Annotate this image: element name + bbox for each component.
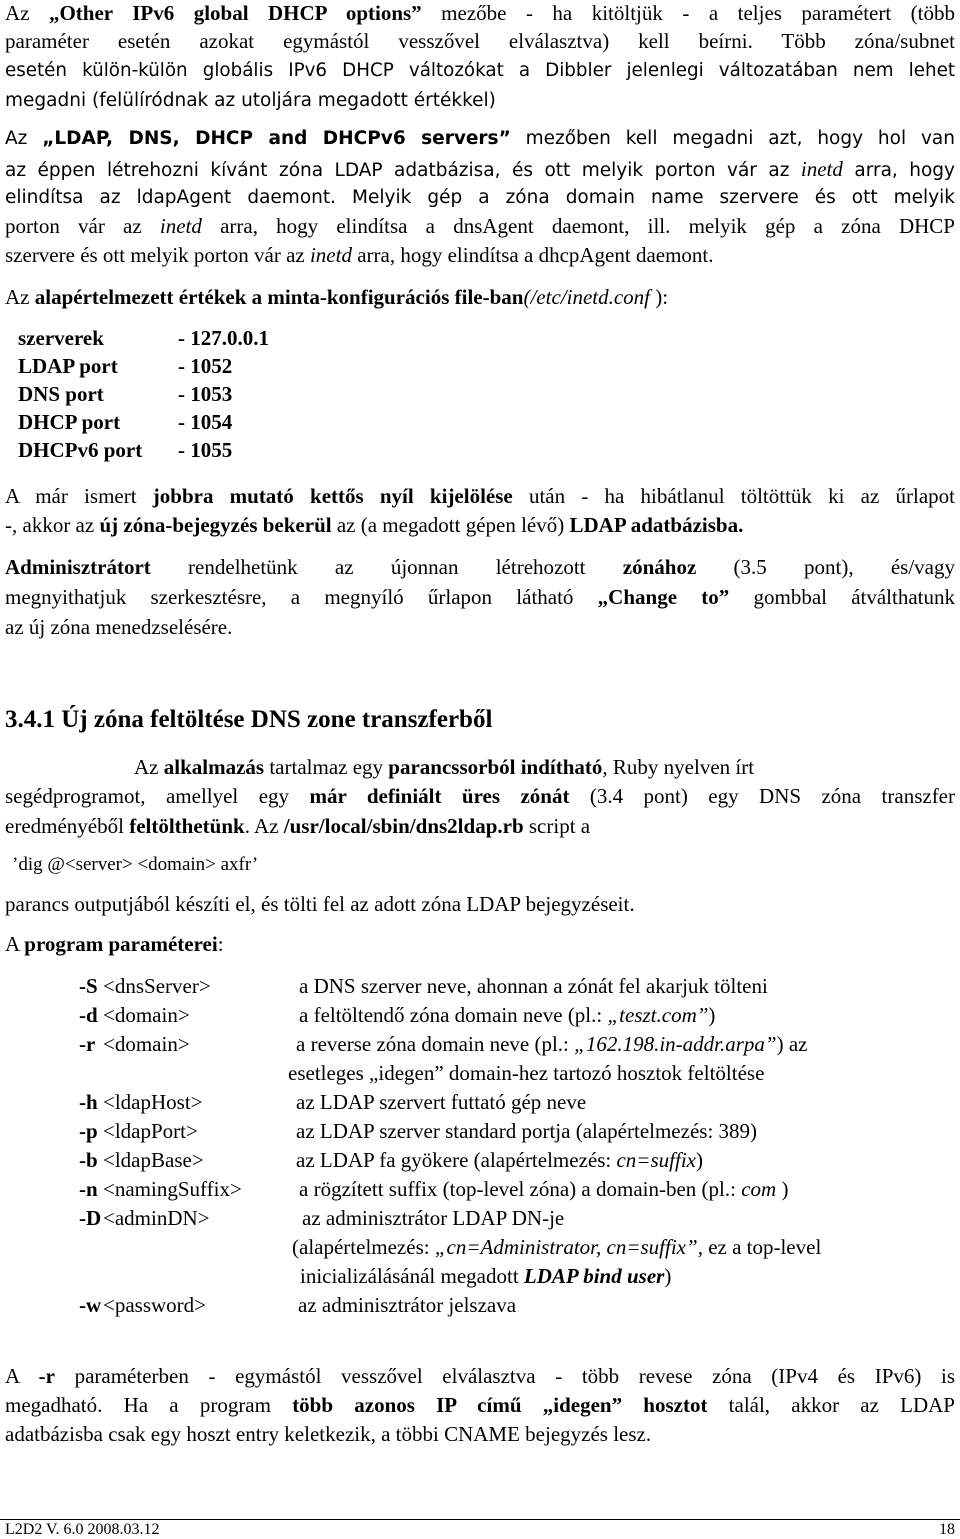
option-desc-cont: inicializálásánál megadott LDAP bind user) (300, 1264, 672, 1288)
option-row: -S <dnsServer> (79, 974, 211, 998)
paragraph-line: megnyithatjuk szerkesztésre, a megnyíló űrlapon látható „Change to” gombbal átválthatunk (5, 585, 956, 609)
command-text: ’dig @<server> <domain> axfr’ (12, 854, 259, 875)
paragraph-line: az új zóna menedzselésére. (5, 615, 233, 639)
paragraph-line: eredményéből feltölthetünk. Az /usr/local/sbin/dns2ldap.rb script a (5, 814, 591, 838)
paragraph-line: Az alkalmazás tartalmaz egy parancssorból indítható, Ruby nyelven írt (134, 755, 755, 779)
paragraph-line: Adminisztrátort rendelhetünk az újonnan létrehozott zónához (3.5 pont), és/vagy (5, 555, 955, 579)
option-desc-cont: (alapértelmezés: „cn=Administrator, cn=suffix”, ez a top-level (292, 1235, 822, 1259)
section-heading: 3.4.1 Új zóna feltöltése DNS zone transzferből (5, 706, 493, 733)
paragraph-line: porton vár az inetd arra, hogy elindítsa a dnsAgent daemont, ill. melyik gép a zóna DHCP (5, 214, 955, 238)
paragraph-line: elindítsa az ldapAgent daemont. Melyik gép a zóna domain name szervere és ott melyik (5, 187, 955, 208)
paragraph-line: -, akkor az új zóna-bejegyzés bekerül az (a megadott gépen lévő) LDAP adatbázisba. (5, 513, 744, 537)
option-row: -h <ldapHost> (79, 1090, 203, 1114)
option-desc: a DNS szerver neve, ahonnan a zónát fel akarjuk tölteni (299, 974, 768, 998)
option-row: -n <namingSuffix> (79, 1177, 242, 1201)
paragraph-line: megadni (felülíródnak az utoljára megadott értékkel) (5, 90, 496, 111)
option-desc: az LDAP szervert futtató gép neve (296, 1090, 587, 1114)
paragraph-line: A program paraméterei: (5, 932, 224, 956)
paragraph-line: esetén külön-külön globális IPv6 DHCP változókat a Dibbler jelenlegi változatában nem lehet (5, 60, 955, 81)
option-row: -b <ldapBase> (79, 1148, 204, 1172)
option-row: -p <ldapPort> (79, 1119, 198, 1143)
defaults-row: DHCP port - 1054 (18, 410, 233, 434)
defaults-row: szerverek - 127.0.0.1 (18, 326, 269, 350)
paragraph-line: A -r paraméterben - egymástól vesszővel elválasztva - több revese zóna (IPv4 és IPv6) is (5, 1364, 955, 1388)
paragraph-line: Az alapértelmezett értékek a minta-konfigurációs file-ban(/etc/inetd.conf ): (5, 285, 669, 309)
option-desc: a reverse zóna domain neve (pl.: „162.198.in-addr.arpa”) az (296, 1032, 808, 1056)
defaults-row: DHCPv6 port - 1055 (18, 438, 233, 462)
option-row: -d <domain> (79, 1003, 190, 1027)
paragraph-line: Az „Other IPv6 global DHCP options” mezőbe - ha kitöltjük - a teljes paramétert (több (5, 1, 955, 25)
paragraph-line: Az „LDAP, DNS, DHCP and DHCPv6 servers” mezőben kell megadni azt, hogy hol van (5, 128, 955, 149)
footer-version: L2D2 V. 6.0 2008.03.12 (5, 1521, 160, 1538)
paragraph-line: az éppen létrehozni kívánt zóna LDAP adatbázisa, és ott melyik porton vár az inetd arra, hogy (5, 157, 956, 181)
defaults-row: DNS port - 1053 (18, 382, 233, 406)
option-desc: az LDAP szerver standard portja (alapértelmezés: 389) (296, 1119, 758, 1143)
paragraph-line: megadható. Ha a program több azonos IP című „idegen” hosztot talál, akkor az LDAP (5, 1393, 955, 1417)
paragraph-line: adatbázisba csak egy hoszt entry keletkezik, a többi CNAME bejegyzés lesz. (5, 1422, 652, 1446)
paragraph-line: segédprogramot, amellyel egy már definiált üres zónát (3.4 pont) egy DNS zóna transzfer (5, 784, 955, 808)
page-number: 18 (939, 1521, 955, 1538)
option-row: -w<password> (79, 1293, 207, 1317)
page-footer (0, 1519, 960, 1538)
option-desc-cont: esetleges „idegen” domain-hez tartozó hosztok feltöltése (288, 1061, 765, 1085)
defaults-row: LDAP port - 1052 (18, 354, 233, 378)
paragraph-line: parancs outputjából készíti el, és tölti fel az adott zóna LDAP bejegyzéseit. (5, 892, 635, 916)
option-desc: az adminisztrátor jelszava (298, 1293, 517, 1317)
paragraph-line: A már ismert jobbra mutató kettős nyíl kijelölése után - ha hibátlanul töltöttük ki az űrlapot (5, 484, 955, 508)
option-desc: a feltöltendő zóna domain neve (pl.: „teszt.com”) (299, 1003, 716, 1027)
paragraph-line: szervere és ott melyik porton vár az inetd arra, hogy elindítsa a dhcpAgent daemont. (5, 243, 714, 267)
option-row: -r <domain> (79, 1032, 190, 1056)
option-row: -D<adminDN> (79, 1206, 210, 1230)
option-desc: a rögzített suffix (top-level zóna) a domain-ben (pl.: com ) (299, 1177, 789, 1201)
defaults-list (18, 324, 269, 464)
paragraph-line: paraméter esetén azokat egymástól vesszővel elválasztva) kell beírni. Több zóna/subnet (5, 29, 955, 53)
option-desc: az LDAP fa gyökere (alapértelmezés: cn=suffix) (296, 1148, 703, 1172)
option-desc: az adminisztrátor LDAP DN-je (302, 1206, 565, 1230)
